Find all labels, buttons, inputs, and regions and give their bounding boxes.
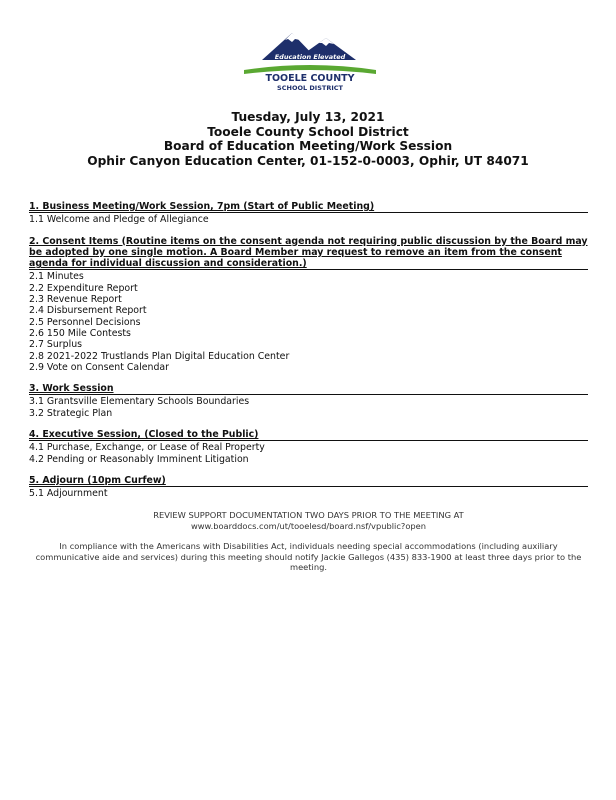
- agenda-item: 2.4 Disbursement Report: [29, 305, 147, 317]
- agenda-item: 2.5 Personnel Decisions: [29, 316, 141, 328]
- agenda-item: 2.8 2021-2022 Trustlands Plan Digital Education Center: [29, 350, 290, 362]
- agenda-section: [29, 429, 588, 465]
- meeting-type: Board of Education Meeting/Work Session: [163, 139, 453, 153]
- review-notice: [29, 510, 588, 531]
- logo-name-line2: SCHOOL DISTRICT: [277, 84, 343, 92]
- agenda-section: [29, 236, 588, 374]
- ada-compliance-notice: In compliance with the Americans with Disabilities Act, individuals needing special accommodations (including auxiliary communicative aide and services) during this meeting should notify Jackie Gallegos (435) 833-1900 at least three days prior to the meeting.: [35, 541, 582, 573]
- agenda-section: [29, 475, 588, 500]
- footer: [29, 510, 588, 573]
- meeting-location: Ophir Canyon Education Center, 01-152-0-0003, Ophir, UT 84071: [87, 153, 529, 168]
- agenda-item: 4.2 Pending or Reasonably Imminent Litigation: [29, 453, 249, 465]
- meeting-header: [0, 110, 616, 168]
- agenda-item: 3.1 Grantsville Elementary Schools Boundaries: [29, 396, 250, 408]
- section-title: 5. Adjourn (10pm Curfew): [29, 475, 588, 487]
- organization-name: Tooele County School District: [207, 124, 409, 139]
- agenda-item: 2.7 Surplus: [29, 339, 83, 351]
- logo-tagline: Education Elevated: [274, 53, 346, 61]
- agenda-section: [29, 201, 588, 226]
- agenda-item: 2.2 Expenditure Report: [29, 282, 138, 294]
- agenda-item: 1.1 Welcome and Pledge of Allegiance: [29, 214, 209, 226]
- agenda-item: 2.6 150 Mile Contests: [29, 327, 131, 339]
- section-title: 2. Consent Items (Routine items on the consent agenda not requiring public discussion by the Board may be adopted by one single motion. A Board Member may request to remove an item from the consent agenda for individual discussion and consideration.): [29, 235, 588, 270]
- section-title: 4. Executive Session, (Closed to the Public): [29, 429, 588, 441]
- district-logo: [240, 30, 380, 92]
- section-title: 1. Business Meeting/Work Session, 7pm (Start of Public Meeting): [29, 201, 588, 213]
- agenda-item: 2.9 Vote on Consent Calendar: [29, 361, 170, 373]
- agenda-item: 3.2 Strategic Plan: [29, 407, 113, 419]
- review-text: REVIEW SUPPORT DOCUMENTATION TWO DAYS PRIOR TO THE MEETING AT: [153, 510, 464, 520]
- section-title: 3. Work Session: [29, 383, 588, 395]
- agenda: [29, 201, 588, 510]
- agenda-section: [29, 383, 588, 419]
- agenda-item: 5.1 Adjournment: [29, 488, 108, 500]
- logo-name-line1: TOOELE COUNTY: [265, 73, 355, 84]
- boarddocs-link[interactable]: www.boarddocs.com/ut/tooelesd/board.nsf/vpublic?open: [190, 520, 427, 531]
- meeting-date: Tuesday, July 13, 2021: [231, 110, 385, 124]
- agenda-item: 4.1 Purchase, Exchange, or Lease of Real Property: [29, 442, 265, 454]
- agenda-item: 2.1 Minutes: [29, 271, 84, 283]
- agenda-item: 2.3 Revenue Report: [29, 294, 122, 306]
